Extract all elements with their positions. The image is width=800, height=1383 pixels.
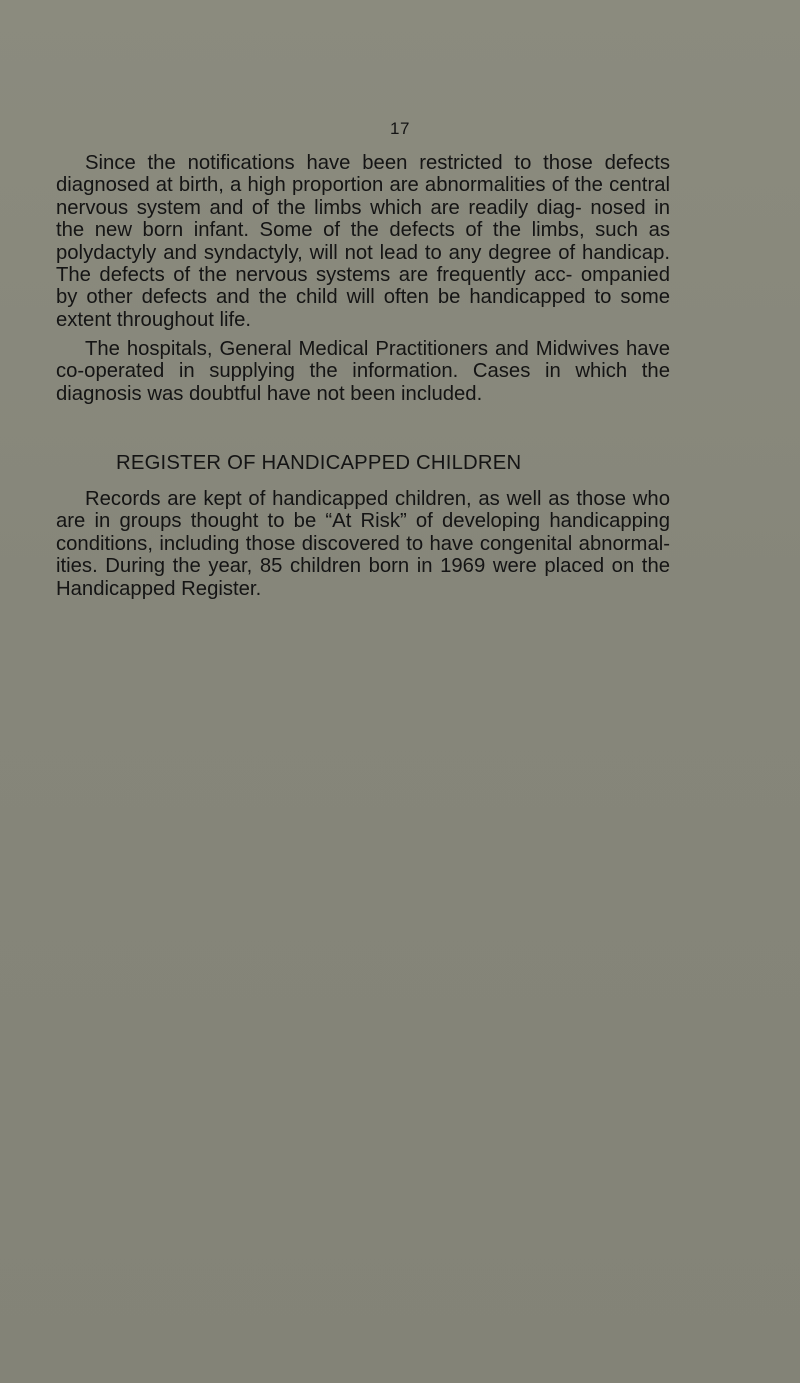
paragraph-notifications [56, 152, 670, 331]
section-heading: REGISTER OF HANDICAPPED CHILDREN [116, 452, 522, 474]
paragraph-register [56, 488, 670, 600]
paragraph-cooperation [56, 338, 670, 405]
page-number: 17 [390, 119, 410, 138]
paragraph-text: Records are kept of handicapped children, as well as those who are in groups thought to be “At Risk” of developing handicapping conditions, including those discovered to have congenital abnormal- ities. During the year, 85 children born in 1969 were placed on the Handicapped Register. [56, 488, 670, 600]
paragraph-text: Since the notifications have been restricted to those defects diagnosed at birth, a high proportion are abnormalities of the central nervous system and of the limbs which are readily diag- nosed in the new born infant. Some of the defects of the limbs, such as polydactyly and syndactyly, will not lead to any degree of handicap. The defects of the nervous systems are frequently acc- ompanied by other defects and the child will often be handicapped to some extent throughout life. [56, 152, 670, 331]
paragraph-text: The hospitals, General Medical Practitioners and Midwives have co-operated in supplying the information. Cases in which the diagnosis was doubtful have not been included. [56, 338, 670, 405]
